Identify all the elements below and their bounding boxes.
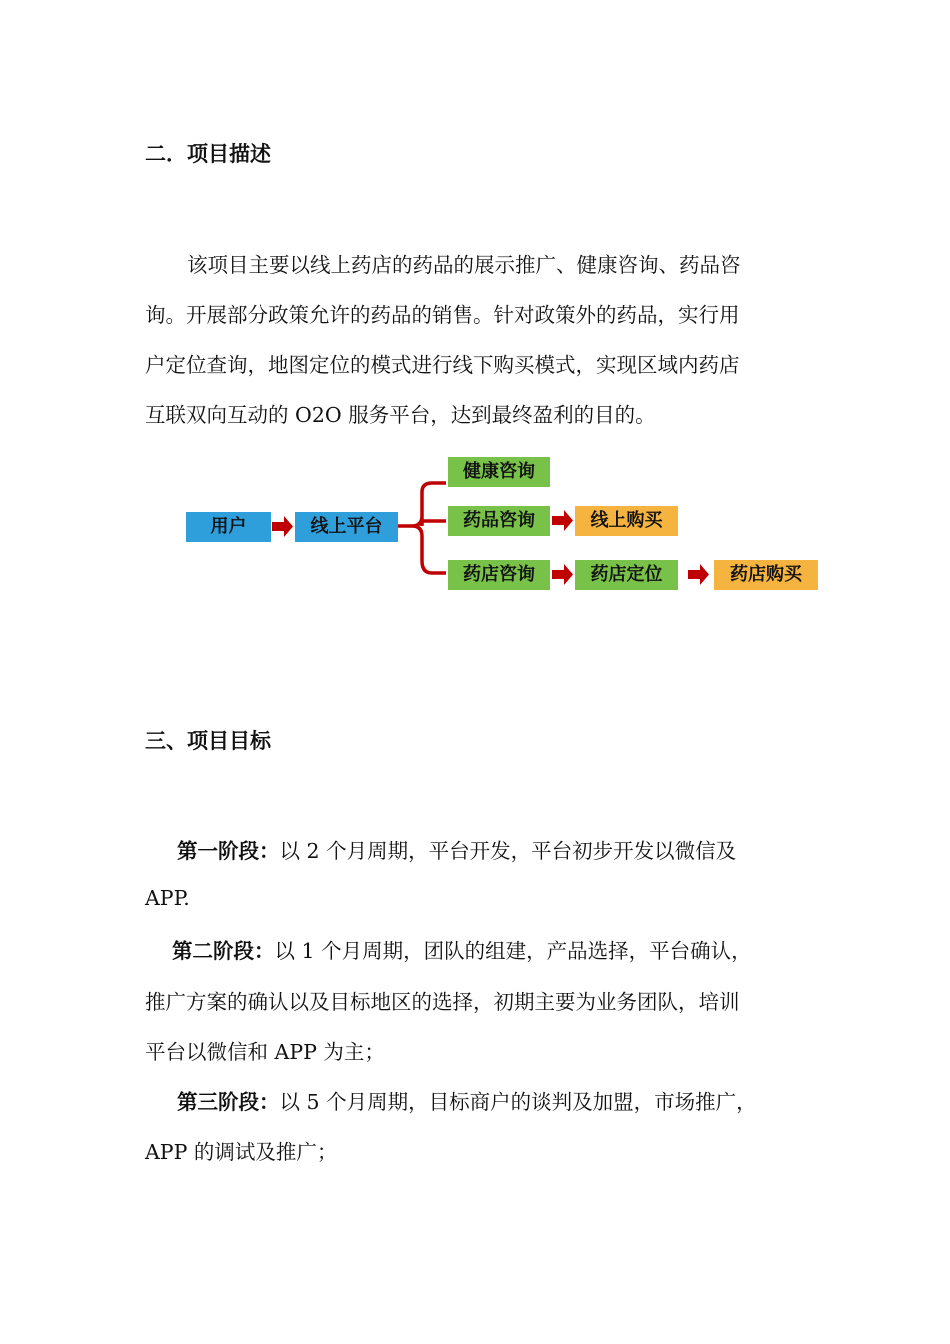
stage2-text: 以 1 个月周期，团队的组建，产品选择，平台确认， <box>274 939 752 963</box>
stage3-label: 第三阶段： <box>177 1090 280 1114</box>
branch-brace <box>398 483 446 573</box>
node-store-locate: 药店定位 <box>575 560 678 590</box>
stage1-line <box>177 834 736 864</box>
paragraph-line: 互联双向互动的 O2O 服务平台，达到最终盈利的目的。 <box>145 403 656 427</box>
stage3-line-2: APP 的调试及推广； <box>145 1140 338 1164</box>
node-online-platform: 线上平台 <box>295 512 398 542</box>
paragraph-line: 户定位查询，地图定位的模式进行线下购买模式，实现区域内药店 <box>145 353 740 377</box>
node-store-buy: 药店购买 <box>714 560 818 590</box>
arrow-user-to-platform <box>272 516 293 537</box>
stage1-text: 以 2 个月周期，平台开发，平台初步开发以微信及 <box>279 839 737 863</box>
node-health-consult: 健康咨询 <box>448 457 550 487</box>
stage3-text: 以 5 个月周期，目标商户的谈判及加盟，市场推广， <box>279 1090 757 1114</box>
stage2-line <box>172 934 752 964</box>
node-online-buy: 线上购买 <box>575 506 678 536</box>
section-heading-project-description: 二．项目描述 <box>145 142 271 166</box>
arrow-drug-consult-to-online-buy <box>552 510 573 531</box>
paragraph-line: 该项目主要以线上药店的药品的展示推广、健康咨询、药品咨 <box>187 253 741 277</box>
stage2-line-2: 推广方案的确认以及目标地区的选择，初期主要为业务团队，培训 <box>145 990 740 1014</box>
node-user: 用户 <box>186 512 271 542</box>
node-drug-consult: 药品咨询 <box>448 506 550 536</box>
arrow-store-consult-to-store-locate <box>552 564 573 585</box>
stage3-line <box>177 1085 757 1115</box>
stage2-label: 第二阶段： <box>172 939 275 963</box>
stage2-line-3: 平台以微信和 APP 为主； <box>145 1040 385 1064</box>
stage1-label: 第一阶段： <box>177 839 280 863</box>
arrow-store-locate-to-store-buy <box>688 564 709 585</box>
node-store-consult: 药店咨询 <box>448 560 550 590</box>
paragraph-line: 询。开展部分政策允许的药品的销售。针对政策外的药品，实行用 <box>145 303 740 327</box>
stage1-line-2: APP. <box>145 886 190 910</box>
section-heading-project-goals: 三、项目目标 <box>145 729 271 753</box>
